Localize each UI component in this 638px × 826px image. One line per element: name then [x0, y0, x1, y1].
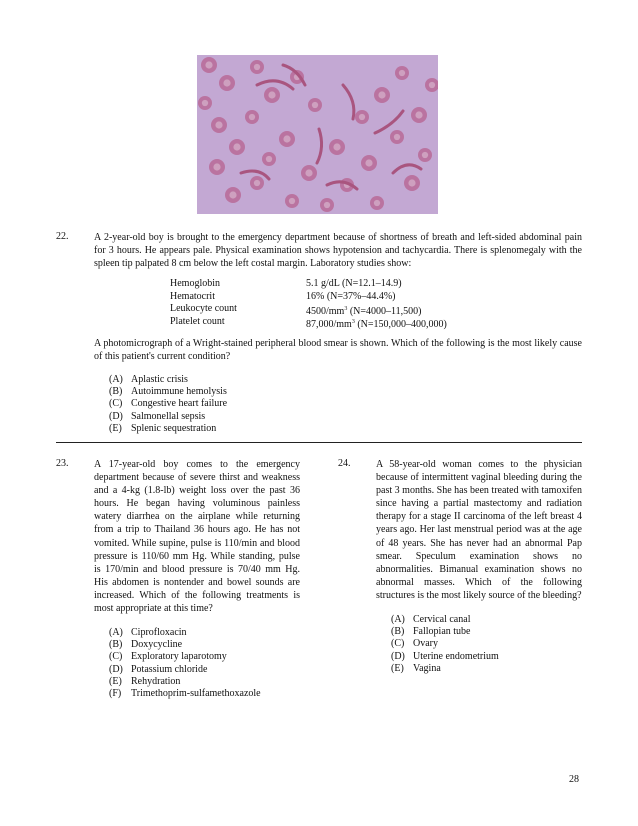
cell-pallor [408, 179, 415, 186]
cell-pallor [223, 79, 230, 86]
lab-range: (N=4000–11,500) [347, 306, 422, 317]
question-24-stem: A 58-year-old woman comes to the physician because of intermittent vaginal bleeding during the past 3 months. She has been treated with tamoxifen since having a partial mastectomy and radiation therapy for a stage II carcinoma of the left breast 4 years ago. Her last menstrual period was at the age of 48 years. She has never had an abnormal Pap smear. Speculum examination shows no abnormalities. Bimanual examination shows no abnormal masses. Which of the following structures is the most likely source of the bleeding? [376, 459, 582, 601]
cell-pallor [254, 180, 260, 186]
option-text: Rehydration [131, 675, 181, 687]
option-text: Doxycycline [131, 639, 183, 651]
question-23-stem: A 17-year-old boy comes to the emergency department because of severe thirst and weakness and a 4-kg (1.8-lb) weight loss over the past 36 hours. He began having voluminous painless watery diarrhea on the airplane while returning from a trip to Thailand 36 hours ago. He has not vomited. While supine, pulse is 110/min and blood pressure is 110/60 mm Hg. While standing, pulse is 170/min and blood pressure is 70/40 mm Hg. His abdomen is nontender and bowel sounds are increased. Which of the following treatments is most appropriate at this time? [94, 459, 300, 615]
lab-unit-exponent: 3 [344, 306, 348, 312]
lab-results-table [170, 278, 470, 328]
sickle-cell [393, 165, 421, 173]
page-number: 28 [569, 774, 579, 785]
cell-pallor [394, 134, 400, 140]
option-text: Cervical canal [413, 614, 471, 625]
option-letter: (E) [109, 422, 122, 434]
option-letter: (B) [391, 626, 405, 638]
lab-row [170, 278, 470, 291]
lab-name: Leukocyte count [170, 303, 237, 314]
option-text: Fallopian tube [413, 626, 471, 638]
cell-pallor [305, 169, 312, 176]
option-letter: (D) [109, 663, 123, 675]
cell-pallor [289, 198, 295, 204]
option-letter: (D) [391, 650, 405, 662]
cell-pallor [429, 82, 435, 88]
lab-name: Hemoglobin [170, 278, 220, 289]
option-text: Congestive heart failure [131, 398, 228, 410]
option-letter: (B) [109, 639, 123, 651]
option-text: Uterine endometrium [413, 650, 499, 662]
question-23-number: 23. [56, 458, 69, 469]
cell-pallor [399, 70, 405, 76]
cell-pallor [415, 111, 422, 118]
lab-value: 5.1 g/dL (N=12.1–14.9) [306, 278, 402, 289]
option-text: Ovary [413, 638, 438, 650]
option-letter: (D) [109, 410, 123, 422]
lab-value [306, 316, 447, 332]
cell-pallor [268, 91, 275, 98]
option-letter: (A) [109, 627, 123, 638]
option-letter: (E) [391, 662, 404, 674]
sickle-cell [317, 129, 322, 163]
cell-pallor [205, 61, 212, 68]
option-text: Salmonellal sepsis [131, 410, 206, 422]
option-text: Splenic sequestration [131, 422, 217, 434]
cell-pallor [378, 91, 385, 98]
cell-pallor [359, 114, 365, 120]
cell-pallor [213, 163, 220, 170]
option-letter: (B) [109, 386, 123, 398]
lab-unit: 4500/mm [306, 306, 345, 317]
lab-row [170, 291, 470, 304]
option-text: Autoimmune hemolysis [131, 386, 227, 398]
cell-pallor [233, 143, 240, 150]
option-text: Vagina [413, 662, 441, 674]
blood-smear-drawing [197, 55, 438, 214]
lab-name: Platelet count [170, 315, 225, 327]
lab-range: (N=150,000–400,000) [354, 318, 447, 330]
cell-pallor [249, 114, 255, 120]
cell-pallor [215, 121, 222, 128]
option-letter: (C) [391, 638, 405, 650]
cell-pallor [266, 156, 272, 162]
option-text: Trimethoprim-sulfamethoxazole [131, 687, 261, 699]
option-letter: (A) [391, 614, 405, 625]
lab-unit: 87,000/mm [306, 318, 352, 330]
question-24-number: 24. [338, 458, 351, 469]
lab-row [170, 303, 470, 316]
cell-pallor [202, 100, 208, 106]
option-text: Ciprofloxacin [131, 627, 187, 638]
blood-smear-image [197, 55, 438, 214]
cell-pallor [365, 159, 372, 166]
option-text: Exploratory laparotomy [131, 651, 227, 663]
option-text: Potassium chloride [131, 663, 208, 675]
cell-pallor [374, 200, 380, 206]
cell-pallor [333, 143, 340, 150]
option-letter: (C) [109, 651, 123, 663]
option-letter: (E) [109, 675, 122, 687]
option-letter: (C) [109, 398, 123, 410]
cell-pallor [312, 102, 318, 108]
option-text: Aplastic crisis [131, 374, 188, 385]
sickle-cell [375, 111, 403, 133]
option-letter: (A) [109, 374, 123, 385]
lab-unit-exponent: 3 [351, 318, 355, 325]
lab-value: 16% (N=37%–44.4%) [306, 290, 396, 302]
lab-name: Hematocrit [170, 290, 215, 302]
cell-pallor [283, 135, 290, 142]
sickle-cell [343, 85, 354, 119]
cell-pallor [324, 202, 330, 208]
question-22-stem: A 2-year-old boy is brought to the emergency department because of shortness of breath and left-sided abdominal pain for 3 hours. He appears pale. Physical examination shows hypotension and tachycardia. There is splenomegaly with the spleen tip palpated 8 cm below the left costal margin. Laboratory studies show: [94, 232, 582, 269]
question-22-lead-in: A photomicrograph of a Wright-stained peripheral blood smear is shown. Which of the following is the most likely cause of this patient's current condition? [94, 338, 582, 362]
question-22-number: 22. [56, 231, 69, 242]
section-divider [56, 442, 582, 443]
lab-row [170, 316, 470, 329]
cell-pallor [422, 152, 428, 158]
cell-pallor [254, 64, 260, 70]
cell-pallor [229, 191, 236, 198]
option-letter: (F) [109, 687, 122, 699]
